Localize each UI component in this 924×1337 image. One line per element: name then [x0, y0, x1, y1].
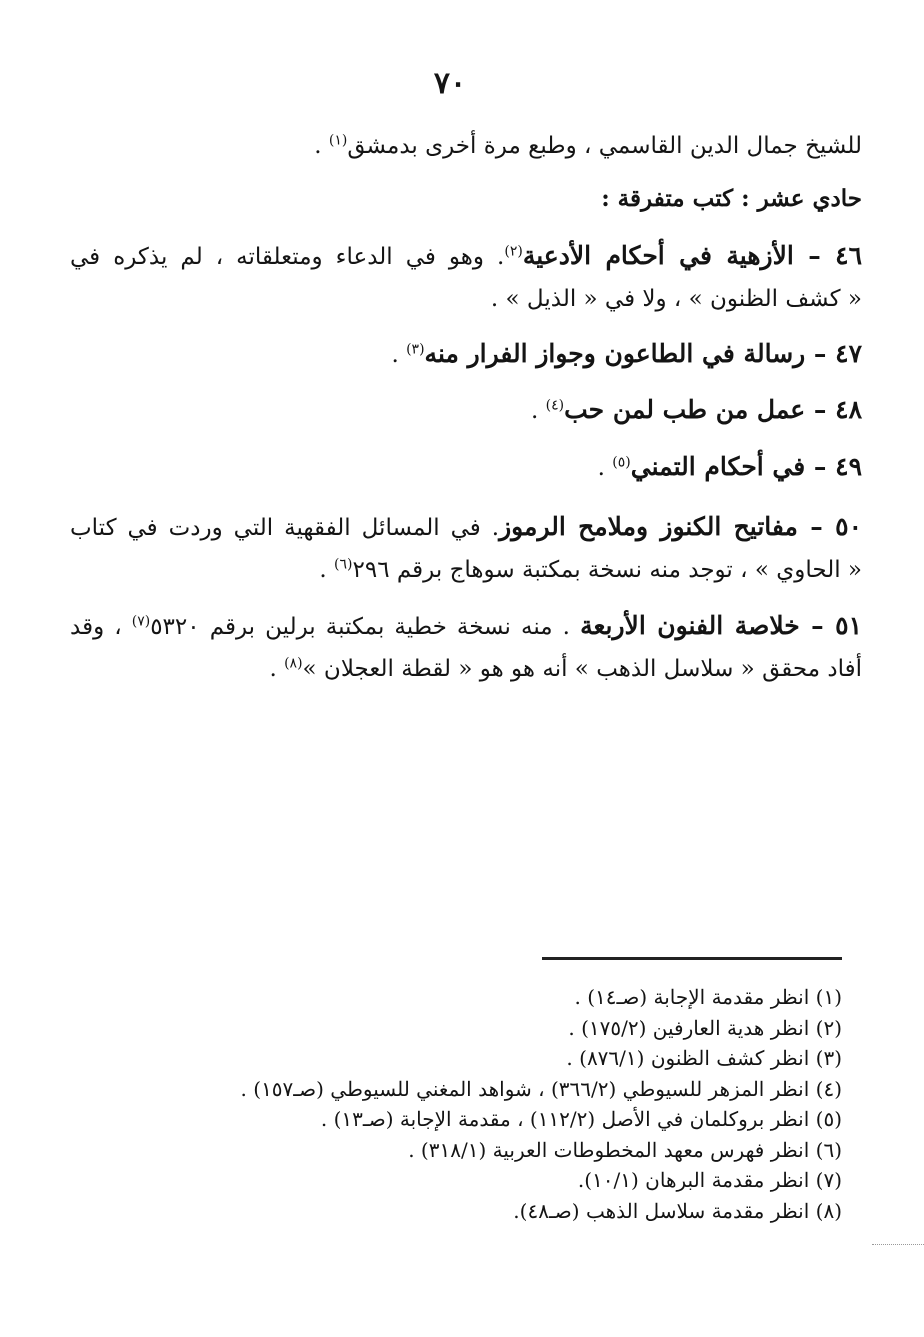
intro-text: للشيخ جمال الدين القاسمي ، وطبع مرة أخرى بدمشق [347, 133, 862, 159]
footnote-2: (٢) انظر هدية العارفين (١٧٥/٢) . [568, 1015, 842, 1040]
entry-description: . وهو في الدعاء ومتعلقاته ، لم يذكره في [70, 244, 505, 270]
entry-description: . منه نسخة خطية بمكتبة برلين برقم ٥٣٢٠ [150, 614, 581, 640]
section-heading: حادي عشر : كتب متفرقة : [601, 185, 862, 212]
entry-title: مفاتيح الكنوز وملامح الرموز [499, 512, 798, 541]
footnote-3: (٣) انظر كشف الظنون (٨٧٦/١) . [566, 1046, 842, 1070]
footnote-6: (٦) انظر فهرس معهد المخطوطات العربية (٣١٨/١) . [408, 1137, 842, 1162]
footnote-5: (٥) انظر بروكلمان في الأصل (١١٢/٢) ، مقدمة الإجابة (صـ١٣) . [320, 1107, 842, 1131]
entry-number: ٤٦ – [793, 241, 862, 270]
footnote-7: (٧) انظر مقدمة البرهان (١٠/١). [577, 1168, 842, 1192]
entry-end: . [531, 398, 546, 424]
entry-description: « الحاوي » ، توجد منه نسخة بمكتبة سوهاج برقم ٢٩٦ [352, 557, 862, 583]
footnote-ref: (٤) [545, 397, 565, 414]
entry-48 [531, 393, 862, 428]
scan-edge-mark [872, 1244, 924, 1245]
entry-50-line1 [70, 510, 862, 545]
entry-51-line1 [70, 609, 862, 644]
entry-50-line2 [319, 553, 862, 587]
footnote-4: (٤) انظر المزهر للسيوطي (٣٦٦/٢) ، شواهد المغني للسيوطي (صـ١٥٧) . [240, 1076, 842, 1101]
footnote-ref: (١) [328, 132, 348, 149]
footnote-ref: (٨) [284, 655, 303, 672]
entry-number: ٥٠ – [797, 512, 862, 541]
entry-title: الأزهية في أحكام الأدعية [522, 241, 794, 270]
entry-title: عمل من طب لمن حب [564, 395, 806, 424]
footnote-ref: (٥) [612, 454, 631, 471]
entry-end: . [319, 557, 335, 583]
entry-51-line2 [269, 652, 862, 686]
entry-number: ٤٨ – [805, 395, 862, 424]
footnote-ref: (٣) [406, 341, 425, 358]
footnote-ref: (٦) [334, 556, 353, 573]
footnote-1: (١) انظر مقدمة الإجابة (صـ١٤) . [574, 985, 842, 1009]
entry-title: في أحكام التمني [630, 452, 806, 481]
footnote-ref: (٧) [131, 613, 151, 630]
intro-end: . [314, 133, 329, 159]
intro-line [314, 129, 862, 163]
entry-title: رسالة في الطاعون وجواز الفرار منه [424, 339, 806, 368]
footnote-8: (٨) انظر مقدمة سلاسل الذهب (صـ٤٨). [513, 1198, 842, 1223]
footnote-ref: (٢) [504, 243, 523, 260]
entry-46-line2: « كشف الظنون » ، ولا في « الذيل » . [490, 286, 862, 312]
entry-title: خلاصة الفنون الأربعة [580, 611, 800, 640]
entry-end: . [391, 342, 407, 368]
page-number: ٧٠ [433, 66, 467, 101]
entry-description: ، وقد [70, 614, 132, 640]
entry-end: . [597, 455, 613, 481]
footnote-separator [542, 957, 842, 960]
entry-number: ٤٧ – [805, 339, 862, 368]
entry-number: ٤٩ – [805, 452, 862, 481]
entry-49 [598, 450, 862, 485]
entry-47 [391, 337, 862, 372]
entry-46-line1 [70, 239, 862, 274]
entry-description: أفاد محقق « سلاسل الذهب » أنه هو هو « لقطة العجلان » [302, 656, 862, 682]
entry-end: . [269, 656, 285, 682]
footnotes [241, 982, 842, 1226]
entry-number: ٥١ – [799, 611, 862, 640]
entry-description: . في المسائل الفقهية التي وردت في كتاب [70, 515, 500, 541]
